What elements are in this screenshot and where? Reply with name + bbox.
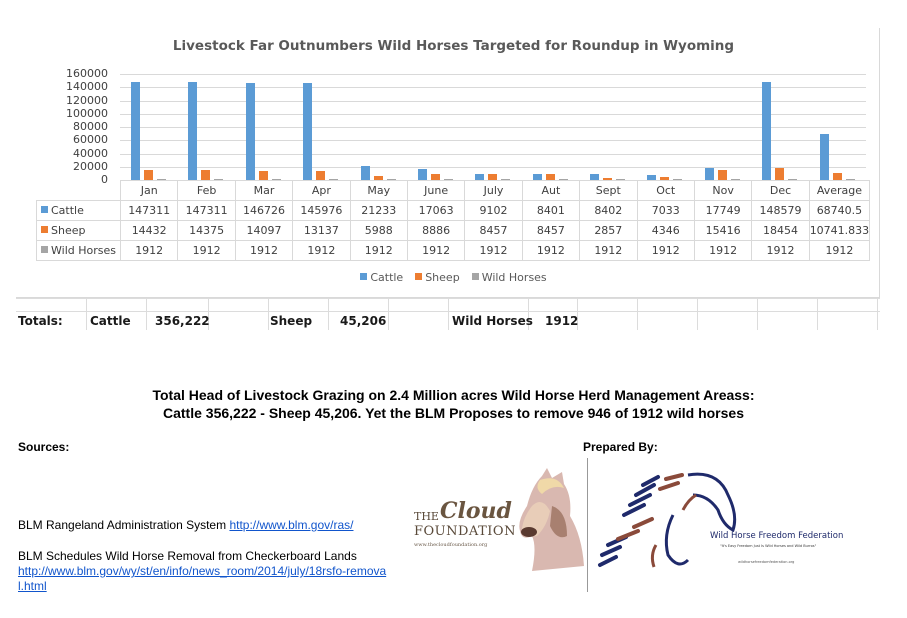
bar-cattle: [361, 166, 370, 180]
legend-swatch-icon: [41, 246, 48, 253]
bar-sheep: [144, 170, 153, 180]
legend-item: Cattle: [360, 271, 403, 284]
gridline: [120, 154, 866, 155]
data-table: [36, 180, 870, 261]
table-header: May: [350, 181, 407, 201]
gridline: [120, 127, 866, 128]
bar-cattle: [246, 83, 255, 180]
table-cell: 14375: [178, 221, 235, 241]
table-cell: 1912: [752, 241, 809, 261]
table-header: Oct: [637, 181, 694, 201]
totals-horses-label: Wild Horses: [452, 314, 533, 328]
sources-heading: Sources:: [18, 440, 70, 454]
logo-url: www.thecloudfoundation.org: [414, 542, 488, 548]
wild-horse-freedom-federation-logo: [588, 455, 873, 595]
y-tick-label: 140000: [66, 80, 108, 94]
table-header: Nov: [694, 181, 751, 201]
table-cell: 4346: [637, 221, 694, 241]
totals-cattle-value: 356,222: [155, 314, 210, 328]
table-header: Aut: [522, 181, 579, 201]
bar-cattle: [705, 168, 714, 180]
y-tick-label: 120000: [66, 93, 108, 107]
table-cell: 8457: [522, 221, 579, 241]
whff-tagline: "It's Easy Freedom Just Is Wild Horses and Wild Burros": [720, 544, 817, 548]
gridline: [120, 167, 866, 168]
totals-horses-value: 1912: [545, 314, 579, 328]
table-header: Dec: [752, 181, 809, 201]
table-cell: 17749: [694, 201, 751, 221]
table-cell: 1912: [178, 241, 235, 261]
table-cell: 1912: [235, 241, 292, 261]
legend-swatch-icon: [472, 273, 479, 280]
bar-cattle: [303, 83, 312, 180]
legend-item: Wild Horses: [472, 271, 547, 284]
bar-cattle: [762, 82, 771, 180]
table-cell: 14097: [235, 221, 292, 241]
table-cell: 1912: [522, 241, 579, 261]
source-item-checkerboard: [18, 549, 408, 594]
table-header: Sept: [580, 181, 637, 201]
y-tick-label: 60000: [73, 133, 108, 147]
table-cell: 17063: [407, 201, 464, 221]
source-text: BLM Schedules Wild Horse Removal from Checkerboard Lands: [18, 549, 357, 563]
table-cell: 145976: [293, 201, 350, 221]
table-header: Feb: [178, 181, 235, 201]
source-link-ras[interactable]: http://www.blm.gov/ras/: [229, 518, 354, 532]
totals-cattle-label: Cattle: [90, 314, 131, 328]
bar-sheep: [833, 173, 842, 180]
table-header: Apr: [293, 181, 350, 201]
bar-cattle: [820, 134, 829, 180]
table-cell: 5988: [350, 221, 407, 241]
table-row: [37, 241, 870, 261]
logo-foundation: FOUNDATION: [414, 524, 516, 539]
y-tick-label: 100000: [66, 106, 108, 120]
totals-label: Totals:: [18, 314, 63, 328]
table-cell: 1912: [121, 241, 178, 261]
logo-cloud: Cloud: [440, 498, 512, 524]
table-cell: 1912: [350, 241, 407, 261]
table-row: [37, 221, 870, 241]
table-cell: 1912: [407, 241, 464, 261]
table-header: June: [407, 181, 464, 201]
bar-sheep: [259, 171, 268, 180]
chart-legend: [0, 271, 907, 284]
table-header: Mar: [235, 181, 292, 201]
cloud-foundation-logo: [412, 466, 587, 576]
legend-swatch-icon: [415, 273, 422, 280]
gridline: [120, 114, 866, 115]
table-cell: 18454: [752, 221, 809, 241]
y-tick-label: 20000: [73, 159, 108, 173]
table-cell: 1912: [637, 241, 694, 261]
table-cell: 68740.5: [809, 201, 870, 221]
source-link-checkerboard[interactable]: http://www.blm.gov/wy/st/en/info/news_room/2014/july/18rsfo-removal.html: [18, 564, 387, 593]
y-tick-label: 40000: [73, 146, 108, 160]
table-cell: 13137: [293, 221, 350, 241]
table-cell: 8886: [407, 221, 464, 241]
table-cell: 8401: [522, 201, 579, 221]
y-tick-label: 80000: [73, 120, 108, 133]
table-cell: 10741.833: [809, 221, 870, 241]
source-text: BLM Rangeland Administration System: [18, 518, 230, 532]
table-header: Jan: [121, 181, 178, 201]
logo-the: THE: [414, 510, 439, 523]
horse-heads-icon: [588, 455, 873, 595]
summary-line-1: Total Head of Livestock Grazing on 2.4 Million acres Wild Horse Herd Management Areass:: [152, 387, 755, 403]
table-cell: 8402: [580, 201, 637, 221]
table-cell: 146726: [235, 201, 292, 221]
row-label: Cattle: [37, 201, 121, 221]
table-cell: 7033: [637, 201, 694, 221]
table-cell: 2857: [580, 221, 637, 241]
gridline: [120, 101, 866, 102]
table-cell: 8457: [465, 221, 522, 241]
gridline: [120, 87, 866, 88]
table-cell: 9102: [465, 201, 522, 221]
legend-swatch-icon: [41, 226, 48, 233]
row-label: Sheep: [37, 221, 121, 241]
whff-name: Wild Horse Freedom Federation: [710, 531, 844, 541]
summary-line-2: Cattle 356,222 - Sheep 45,206. Yet the BLM Proposes to remove 946 of 1912 wild horses: [163, 405, 744, 421]
plot-area: [120, 74, 866, 180]
spreadsheet-grid: [16, 298, 880, 330]
table-cell: 14432: [121, 221, 178, 241]
totals-sheep-value: 45,206: [340, 314, 387, 328]
bar-sheep: [718, 170, 727, 180]
table-cell: 21233: [350, 201, 407, 221]
table-cell: 1912: [293, 241, 350, 261]
chart-title: Livestock Far Outnumbers Wild Horses Targeted for Roundup in Wyoming: [172, 38, 735, 54]
table-cell: 1912: [465, 241, 522, 261]
table-cell: 148579: [752, 201, 809, 221]
bar-sheep: [316, 171, 325, 180]
table-row: [37, 201, 870, 221]
table-header: Average: [809, 181, 870, 201]
bar-sheep: [201, 170, 210, 180]
bar-cattle: [131, 82, 140, 180]
row-label: Wild Horses: [37, 241, 121, 261]
table-cell: 1912: [809, 241, 870, 261]
summary-text: [0, 386, 907, 422]
table-cell: 147311: [178, 201, 235, 221]
legend-item: Sheep: [415, 271, 459, 284]
bar-cattle: [418, 169, 427, 180]
prepared-by-heading: Prepared By:: [583, 440, 658, 454]
table-header: July: [465, 181, 522, 201]
bar-sheep: [775, 168, 784, 180]
y-tick-label: 160000: [66, 67, 108, 80]
whff-url: wildhorsefreedomfederation.org: [738, 560, 795, 564]
gridline: [120, 74, 866, 75]
legend-swatch-icon: [41, 206, 48, 213]
gridline: [120, 140, 866, 141]
table-cell: 1912: [580, 241, 637, 261]
table-cell: 1912: [694, 241, 751, 261]
totals-sheep-label: Sheep: [270, 314, 313, 328]
bar-cattle: [188, 82, 197, 180]
source-item-ras: [18, 518, 408, 533]
y-tick-label: 0: [101, 173, 108, 186]
table-cell: 15416: [694, 221, 751, 241]
legend-swatch-icon: [360, 273, 367, 280]
table-cell: 147311: [121, 201, 178, 221]
horse-head-icon: [512, 466, 587, 576]
